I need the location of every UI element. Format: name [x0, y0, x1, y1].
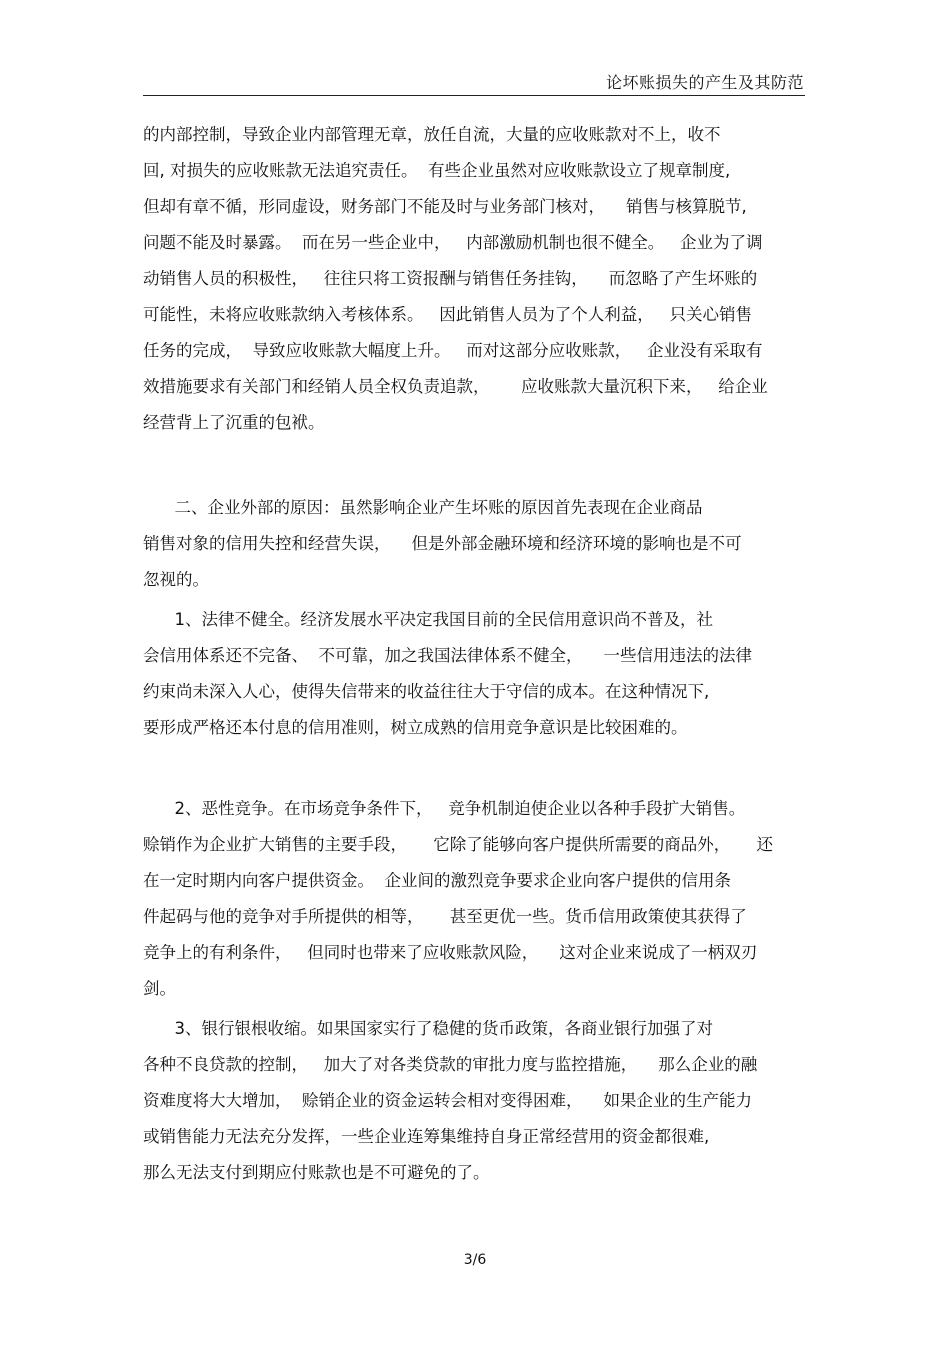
text-line: 可能性，未将应收账款纳入考核体系。 因此销售人员为了个人利益， 只关心销售	[143, 305, 752, 324]
text-line: 各种不良贷款的控制， 加大了对各类贷款的审批力度与监控措施， 那么企业的融	[143, 1055, 758, 1074]
text-line: 要形成严格还本付息的信用准则，树立成熟的信用竞争意识是比较困难的。	[143, 718, 688, 737]
text-line: 剑。	[143, 979, 176, 998]
text-line: 或销售能力无法充分发挥，一些企业连筹集维持自身正常经营用的资金都很难,	[143, 1127, 710, 1146]
text-line: 效措施要求有关部门和经销人员全权负责追款， 应收账款大量沉积下来， 给企业	[143, 377, 768, 396]
text-line: 2、恶性竞争。在市场竞争条件下， 竞争机制迫使企业以各种手段扩大销售。	[143, 799, 746, 818]
text-line: 二、企业外部的原因：虽然影响企业产生坏账的原因首先表现在企业商品	[143, 498, 703, 517]
page-number: 3/6	[463, 1252, 487, 1268]
text-line: 赊销作为企业扩大销售的主要手段， 它除了能够向客户提供所需要的商品外， 还	[143, 835, 773, 854]
text-line: 1、法律不健全。经济发展水平决定我国目前的全民信用意识尚不普及，社	[143, 610, 713, 629]
text-line: 的内部控制，导致企业内部管理无章，放任自流，大量的应收账款对不上，收不	[143, 125, 721, 144]
header-title: 论坏账损失的产生及其防范	[605, 73, 804, 92]
text-line: 3、银行银根收缩。如果国家实行了稳健的货币政策，各商业银行加强了对	[143, 1019, 713, 1038]
text-line: 动销售人员的积极性， 往往只将工资报酬与销售任务挂钩， 而忽略了产生坏账的	[143, 269, 758, 288]
text-line: 约束尚未深入人心，使得失信带来的收益往往大于守信的成本。在这种情况下,	[143, 682, 710, 701]
text-line: 那么无法支付到期应付账款也是不可避免的了。	[143, 1163, 490, 1182]
text-line: 件起码与他的竞争对手所提供的相等， 甚至更优一些。货币信用政策使其获得了	[143, 907, 747, 926]
header-rule	[143, 95, 805, 96]
text-line: 回, 对损失的应收账款无法追究责任。 有些企业虽然对应收账款设立了规章制度,	[143, 161, 731, 180]
text-line: 经营背上了沉重的包袱。	[143, 413, 325, 432]
text-line: 问题不能及时暴露。 而在另一些企业中， 内部激励机制也很不健全。 企业为了调	[143, 233, 763, 252]
text-line: 任务的完成， 导致应收账款大幅度上升。 而对这部分应收账款， 企业没有采取有	[143, 341, 763, 360]
text-line: 资难度将大大增加， 赊销企业的资金运转会相对变得困难， 如果企业的生产能力	[143, 1091, 752, 1110]
text-line: 竞争上的有利条件， 但同时也带来了应收账款风险， 这对企业来说成了一柄双刃	[143, 943, 758, 962]
text-line: 在一定时期内向客户提供资金。 企业间的激烈竞争要求企业向客户提供的信用条	[143, 871, 731, 890]
text-line: 会信用体系还不完备、 不可靠，加之我国法律体系不健全， 一些信用违法的法律	[143, 646, 752, 665]
text-line: 但却有章不循，形同虚设，财务部门不能及时与业务部门核对， 销售与核算脱节,	[143, 197, 747, 216]
text-line: 销售对象的信用失控和经营失误， 但是外部金融环境和经济环境的影响也是不可	[143, 534, 742, 553]
text-line: 忽视的。	[143, 570, 209, 589]
